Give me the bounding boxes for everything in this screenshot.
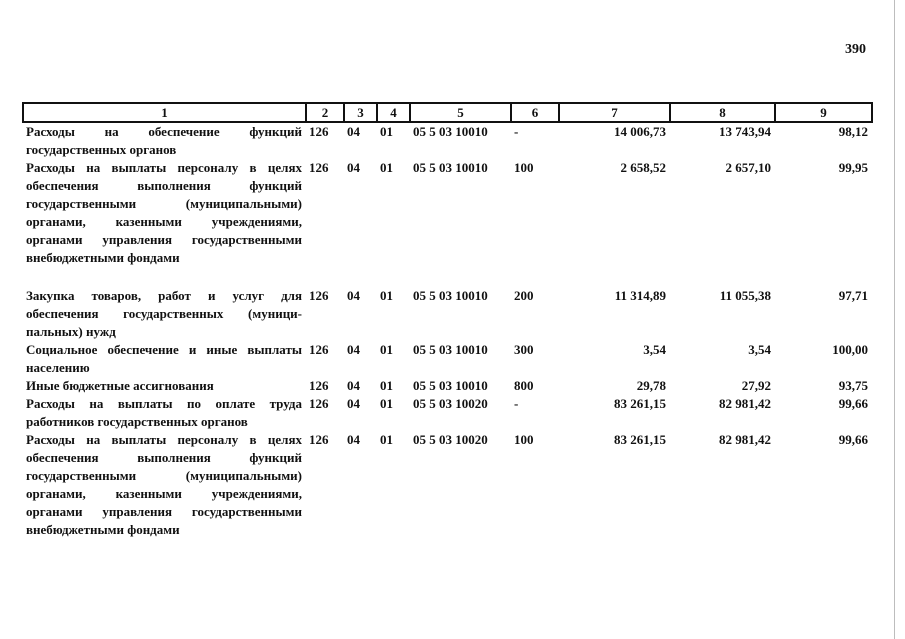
table-row xyxy=(23,377,872,395)
row-value-col7: 2 658,52 xyxy=(620,160,666,175)
row-value-col9: 98,12 xyxy=(838,124,868,139)
row-value-col8: 82 981,42 xyxy=(719,396,771,411)
row-value-col9: 99,66 xyxy=(838,432,868,447)
row-target-article: 05 5 03 10010 xyxy=(413,342,488,357)
row-ministry-code: 126 xyxy=(309,396,329,411)
row-section: 04 xyxy=(347,378,360,393)
row-value-col9: 93,75 xyxy=(838,378,868,393)
row-value-col8: 3,54 xyxy=(748,342,771,357)
header-col-5: 5 xyxy=(410,103,511,122)
row-section: 04 xyxy=(347,288,360,303)
row-name: Расходы на обеспечение функций государственных органов xyxy=(26,124,302,157)
row-subsection: 01 xyxy=(380,124,393,139)
row-value-col8: 27,92 xyxy=(741,378,771,393)
page-edge-line xyxy=(894,0,895,639)
blank-cell xyxy=(23,267,872,287)
row-section: 04 xyxy=(347,396,360,411)
row-expense-type: 100 xyxy=(514,160,534,175)
header-col-4: 4 xyxy=(377,103,410,122)
row-expense-type: - xyxy=(514,124,519,139)
row-value-col7: 11 314,89 xyxy=(614,288,666,303)
row-subsection: 01 xyxy=(380,288,393,303)
row-expense-type: 100 xyxy=(514,432,534,447)
row-value-col9: 100,00 xyxy=(832,342,868,357)
row-ministry-code: 126 xyxy=(309,432,329,447)
row-expense-type: - xyxy=(514,396,519,411)
row-section: 04 xyxy=(347,124,360,139)
table-row xyxy=(23,122,872,159)
header-col-6: 6 xyxy=(511,103,559,122)
row-target-article: 05 5 03 10010 xyxy=(413,288,488,303)
row-value-col9: 97,71 xyxy=(838,288,868,303)
blank-row xyxy=(23,267,872,287)
table-row xyxy=(23,431,872,539)
row-value-col7: 14 006,73 xyxy=(614,124,666,139)
header-col-8: 8 xyxy=(670,103,775,122)
row-subsection: 01 xyxy=(380,160,393,175)
row-expense-type: 200 xyxy=(514,288,534,303)
row-value-col8: 2 657,10 xyxy=(725,160,771,175)
row-target-article: 05 5 03 10010 xyxy=(413,124,488,139)
header-col-2: 2 xyxy=(306,103,344,122)
row-subsection: 01 xyxy=(380,396,393,411)
row-ministry-code: 126 xyxy=(309,288,329,303)
row-expense-type: 300 xyxy=(514,342,534,357)
row-target-article: 05 5 03 10020 xyxy=(413,396,488,411)
table-row xyxy=(23,159,872,267)
row-value-col8: 82 981,42 xyxy=(719,432,771,447)
row-target-article: 05 5 03 10010 xyxy=(413,160,488,175)
row-name: Иные бюджетные ассигнования xyxy=(26,378,214,393)
table-row xyxy=(23,341,872,377)
row-value-col8: 11 055,38 xyxy=(719,288,771,303)
header-col-9: 9 xyxy=(775,103,872,122)
row-name: Расходы на выплаты по оплате труда работников государственных органов xyxy=(26,396,302,429)
row-value-col7: 29,78 xyxy=(636,378,666,393)
row-name: Закупка товаров, работ и услуг для обеспечения государственных (муници-пальных) нужд xyxy=(26,288,302,339)
budget-table xyxy=(22,102,873,539)
row-value-col7: 83 261,15 xyxy=(614,396,666,411)
row-ministry-code: 126 xyxy=(309,124,329,139)
row-value-col7: 3,54 xyxy=(643,342,666,357)
table-row xyxy=(23,395,872,431)
row-target-article: 05 5 03 10020 xyxy=(413,432,488,447)
table-row xyxy=(23,287,872,341)
row-ministry-code: 126 xyxy=(309,160,329,175)
row-ministry-code: 126 xyxy=(309,342,329,357)
table-body xyxy=(23,122,872,539)
header-row xyxy=(23,103,872,122)
row-name: Расходы на выплаты персоналу в целях обеспечения выполнения функций государственными (муниципальными) органами, казенными учреждениями, органами управления государственными внебюджетными фондами xyxy=(26,160,302,265)
page-number: 390 xyxy=(845,42,866,57)
row-value-col8: 13 743,94 xyxy=(719,124,771,139)
row-section: 04 xyxy=(347,432,360,447)
row-section: 04 xyxy=(347,160,360,175)
row-subsection: 01 xyxy=(380,432,393,447)
row-value-col9: 99,66 xyxy=(838,396,868,411)
row-ministry-code: 126 xyxy=(309,378,329,393)
row-subsection: 01 xyxy=(380,378,393,393)
row-target-article: 05 5 03 10010 xyxy=(413,378,488,393)
row-value-col9: 99,95 xyxy=(838,160,868,175)
header-col-1: 1 xyxy=(23,103,306,122)
header-col-7: 7 xyxy=(559,103,670,122)
header-col-3: 3 xyxy=(344,103,377,122)
row-expense-type: 800 xyxy=(514,378,534,393)
row-subsection: 01 xyxy=(380,342,393,357)
table-header xyxy=(23,103,872,122)
row-name: Расходы на выплаты персоналу в целях обеспечения выполнения функций государственными (муниципальными) органами, казенными учреждениями, органами управления государственными внебюджетными фондами xyxy=(26,432,302,537)
row-name: Социальное обеспечение и иные выплаты населению xyxy=(26,342,302,375)
row-value-col7: 83 261,15 xyxy=(614,432,666,447)
row-section: 04 xyxy=(347,342,360,357)
